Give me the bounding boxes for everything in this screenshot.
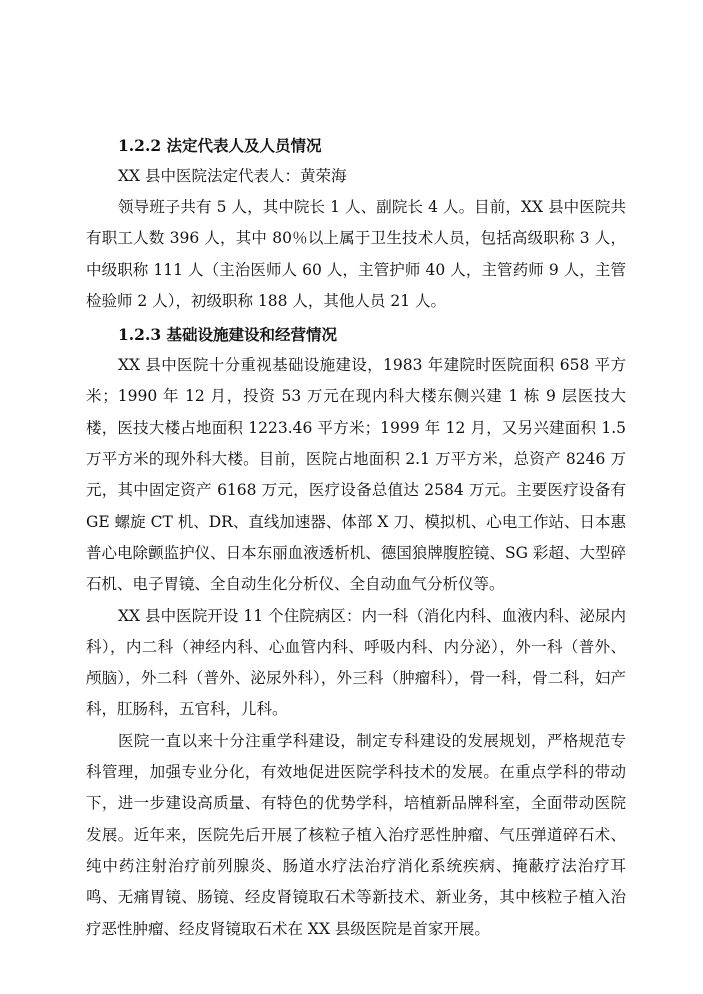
infrastructure-paragraph: XX 县中医院十分重视基础设施建设，1983 年建院时医院面积 658 平方米；1990 年 12 月，投资 53 万元在现内科大楼东侧兴建 1 栋 9 层医技大楼，医技大楼占地面积 1223.46 平方米；1999 年 12 月，又另兴建面积 1.5 万平方米的现外科大楼。目前，医院占地面积 2.1 万平方米，总资产 8246 万元，其中固定资产 6168 万元，医疗设备总值达 2584 万元。主要医疗设备有 GE 螺旋 CT 机、DR、直线加速器、体部 X 刀、模拟机、心电工作站、日本惠普心电除颤监护仪、日本东丽血液透析机、德国狼牌腹腔镜、SG 彩超、大型碎石机、电子胃镜、全自动生化分析仪、全自动血气分析仪等。 [86, 356, 626, 594]
legal-representative-line: XX 县中医院法定代表人：黄荣海 [118, 167, 347, 185]
staff-paragraph: 领导班子共有 5 人，其中院长 1 人、副院长 4 人。目前，XX 县中医院共有职工人数 396 人，其中 80％以上属于卫生技术人员，包括高级职称 3 人，中级职称 111 人（主治医师人 60 人，主管护师 40 人，主管药师 9 人，主管检验师 2 人），初级职称 188 人，其他人员 21 人。 [86, 198, 626, 310]
wards-paragraph: XX 县中医院开设 11 个住院病区：内一科（消化内科、血液内科、泌尿内科），内二科（神经内科、心血管内科、呼吸内科、内分泌），外一科（普外、颅脑），外二科（普外、泌尿外科），外三科（肿瘤科），骨一科，骨二科，妇产科，肛肠科，五官科，儿科。 [86, 606, 626, 719]
document-body [86, 130, 626, 945]
section-heading-1-2-2: 1.2.2 法定代表人及人员情况 [118, 136, 322, 155]
section-heading-1-2-3: 1.2.3 基础设施建设和经营情况 [118, 325, 338, 345]
discipline-paragraph: 医院一直以来十分注重学科建设，制定专科建设的发展规划，严格规范专科管理，加强专业分化，有效地促进医院学科技术的发展。在重点学科的带动下，进一步建设高质量、有特色的优势学科，培植新品牌科室，全面带动医院发展。近年来，医院先后开展了核粒子植入治疗恶性肿瘤、气压弹道碎石术、纯中药注射治疗前列腺炎、肠道水疗法治疗消化系统疾病、掩蔽疗法治疗耳鸣、无痛胃镜、肠镜、经皮肾镜取石术等新技术、新业务，其中核粒子植入治疗恶性肿瘤、经皮肾镜取石术在 XX 县级医院是首家开展。 [86, 731, 626, 938]
